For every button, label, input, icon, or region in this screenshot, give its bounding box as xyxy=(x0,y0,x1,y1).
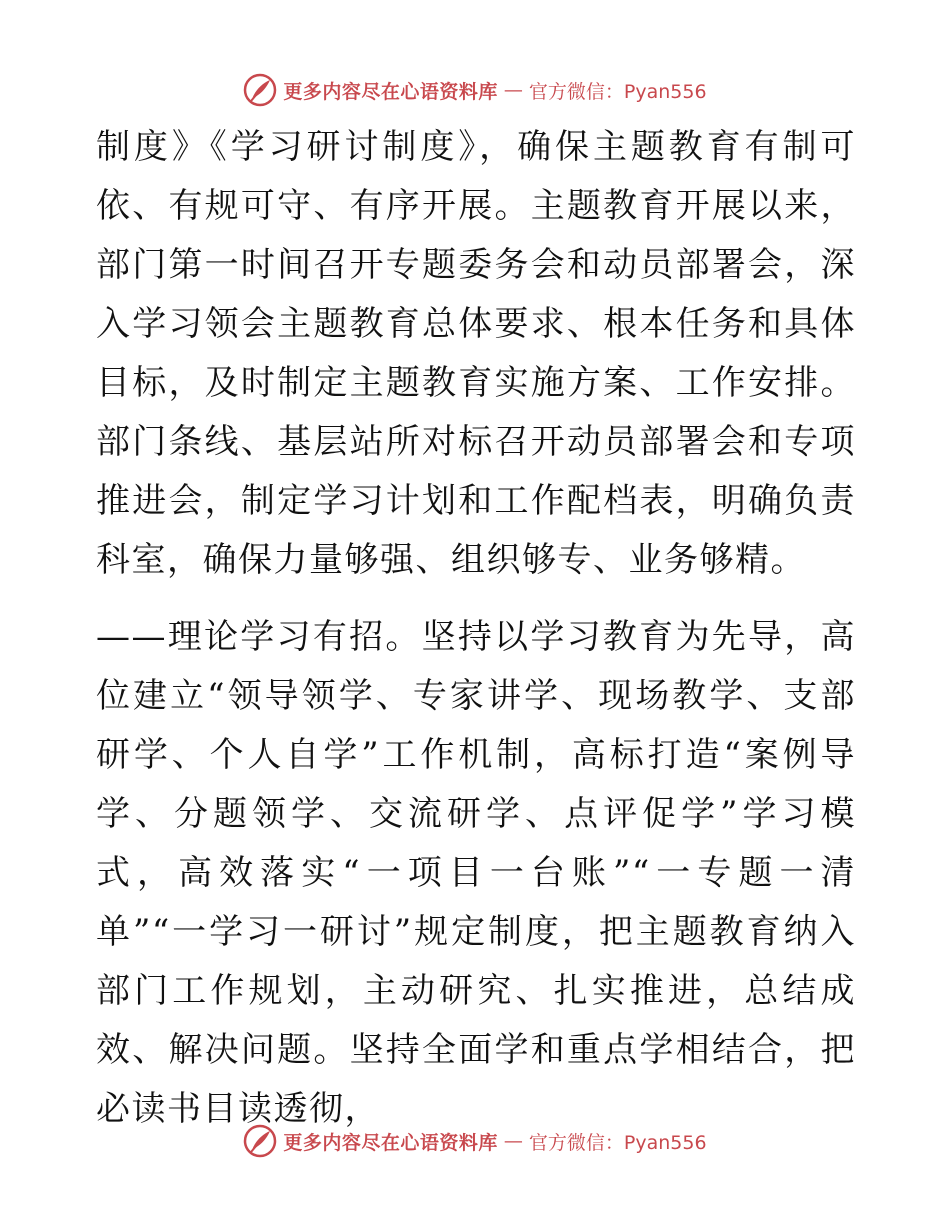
footer-contact-text: 官方微信：Pyan556 xyxy=(528,1131,707,1154)
paragraph-2: ——理论学习有招。坚持以学习教育为先导，高位建立“领导领学、专家讲学、现场教学、支部研学、个人自学”工作机制，高标打造“案例导学、分题领学、交流研学、点评促学”学习模式，高效落实“一项目一台账”“一专题一清单”“一学习一研讨”规定制度，把主题教育纳入部门工作规划，主动研究、扎实推进，总结成效、解决问题。坚持全面学和重点学相结合，把必读书目读透彻， xyxy=(96,617,856,1129)
footer-separator: — xyxy=(503,1130,523,1152)
header-banner xyxy=(0,70,950,110)
paragraph-1: 制度》《学习研讨制度》，确保主题教育有制可依、有规可守、有序开展。主题教育开展以来，部门第一时间召开专题委务会和动员部署会，深入学习领会主题教育总体要求、根本任务和具体目标，及时制定主题教育实施方案、工作安排。部门条线、基层站所对标召开动员部署会和专项推进会，制定学习计划和工作配档表，明确负责科室，确保力量够强、组织够专、业务够精。 xyxy=(96,127,856,580)
feather-quill-icon xyxy=(243,1124,277,1158)
footer-banner xyxy=(0,1121,950,1161)
feather-quill-icon xyxy=(243,73,277,107)
header-separator: — xyxy=(503,79,523,101)
header-brand-text: 更多内容尽在心语资料库 xyxy=(283,80,498,103)
footer-brand-text: 更多内容尽在心语资料库 xyxy=(283,1131,498,1154)
document-body xyxy=(96,118,856,1139)
header-contact-text: 官方微信：Pyan556 xyxy=(528,80,707,103)
